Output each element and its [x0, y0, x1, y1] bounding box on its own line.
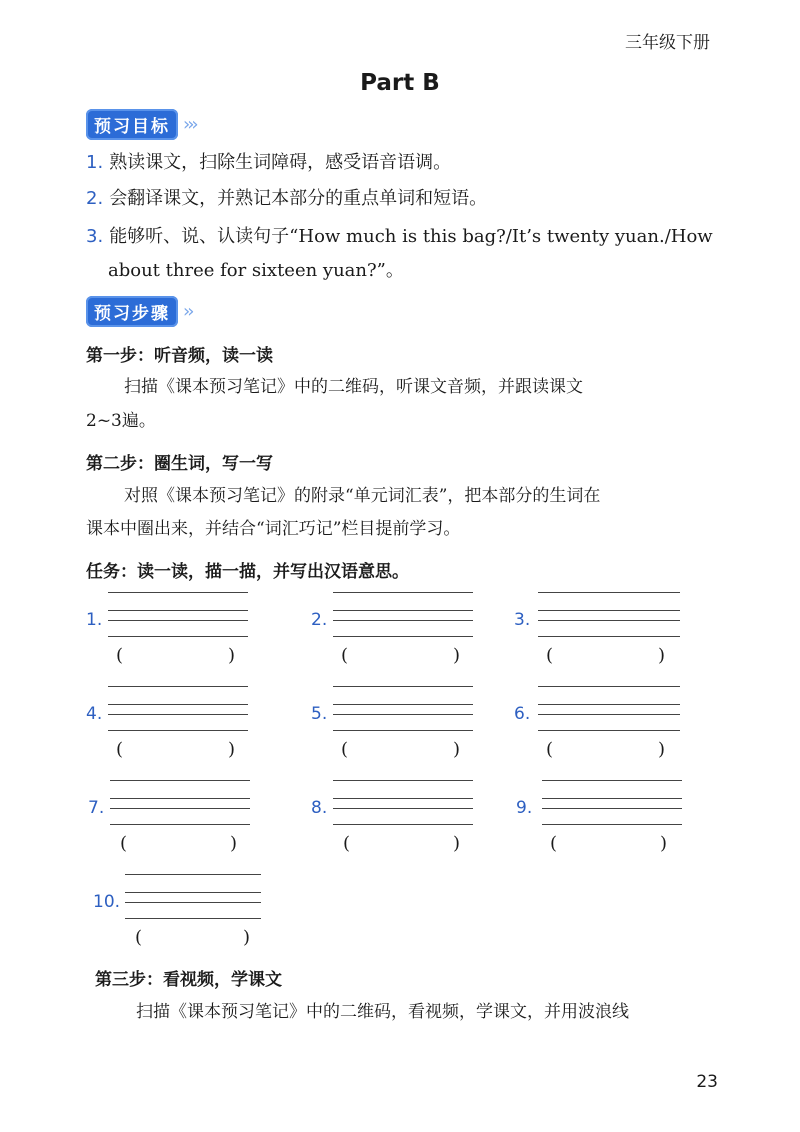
- steps-heading: [86, 296, 191, 327]
- writing-line: [108, 636, 248, 637]
- writing-line: [333, 730, 473, 731]
- grade-label: 三年级下册: [625, 33, 710, 53]
- writing-line: [538, 636, 680, 637]
- goal-text-continued: about three for sixteen yuan?”。: [108, 260, 404, 281]
- goal-number: 3.: [86, 226, 104, 247]
- writing-line: [110, 808, 250, 809]
- answer-paren-open: (: [546, 645, 554, 666]
- vocab-item-10: [93, 872, 283, 962]
- vocab-number: 9.: [516, 798, 533, 818]
- writing-line: [333, 610, 473, 611]
- writing-line: [333, 686, 473, 687]
- goal-number: 1.: [86, 152, 104, 173]
- answer-paren-close: ): [658, 645, 666, 666]
- answer-paren-open: (: [546, 739, 554, 760]
- step3-title: 第三步：看视频，学课文: [95, 970, 282, 990]
- goal-text: 会翻译课文，并熟记本部分的重点单词和短语。: [109, 188, 488, 209]
- writing-line: [538, 730, 680, 731]
- answer-paren-open: (: [343, 833, 351, 854]
- writing-line: [538, 620, 680, 621]
- answer-paren-close: ): [660, 833, 668, 854]
- writing-line: [333, 704, 473, 705]
- writing-line: [108, 592, 248, 593]
- writing-line: [125, 918, 261, 919]
- writing-line: [108, 730, 248, 731]
- writing-line: [542, 808, 682, 809]
- step2-text-line1: 对照《课本预习笔记》的附录“单元词汇表”，把本部分的生词在: [124, 486, 601, 506]
- vocab-number: 6.: [514, 704, 531, 724]
- writing-line: [538, 714, 680, 715]
- writing-line: [125, 902, 261, 903]
- answer-paren-close: ): [453, 739, 461, 760]
- writing-line: [542, 798, 682, 799]
- page-title: Part B: [360, 70, 440, 96]
- vocab-number: 4.: [86, 704, 103, 724]
- answer-paren-close: ): [230, 833, 238, 854]
- writing-line: [108, 704, 248, 705]
- writing-line: [125, 874, 261, 875]
- vocab-number: 2.: [311, 610, 328, 630]
- writing-line: [333, 620, 473, 621]
- writing-line: [110, 824, 250, 825]
- step1-title: 第一步：听音频，读一读: [86, 346, 273, 366]
- answer-paren-close: ): [658, 739, 666, 760]
- goal-text: 熟读课文，扫除生词障碍，感受语音语调。: [109, 152, 452, 173]
- page-number: 23: [696, 1072, 718, 1092]
- vocab-item-4: [86, 684, 276, 774]
- step2-text-line2: 课本中圈出来，并结合“词汇巧记”栏目提前学习。: [86, 519, 461, 539]
- goal-item-2: [86, 187, 487, 211]
- answer-paren-open: (: [116, 645, 124, 666]
- writing-line: [538, 704, 680, 705]
- writing-line: [542, 824, 682, 825]
- goal-number: 2.: [86, 188, 104, 209]
- vocab-number: 1.: [86, 610, 103, 630]
- answer-paren-close: ): [228, 739, 236, 760]
- writing-line: [333, 636, 473, 637]
- step2-title: 第二步：圈生词，写一写: [86, 454, 273, 474]
- writing-line: [538, 610, 680, 611]
- answer-paren-close: ): [228, 645, 236, 666]
- step1-text-line1: 扫描《课本预习笔记》中的二维码，听课文音频，并跟读课文: [124, 377, 583, 397]
- writing-line: [108, 686, 248, 687]
- vocab-item-6: [514, 684, 704, 774]
- writing-line: [538, 592, 680, 593]
- answer-paren-open: (: [135, 927, 143, 948]
- goals-heading: [86, 109, 196, 140]
- vocab-item-8: [311, 778, 501, 868]
- vocab-item-3: [514, 590, 704, 680]
- writing-line: [538, 686, 680, 687]
- vocab-item-5: [311, 684, 501, 774]
- step3-text-line1: 扫描《课本预习笔记》中的二维码，看视频，学课文，并用波浪线: [136, 1002, 629, 1022]
- writing-line: [108, 610, 248, 611]
- answer-paren-close: ): [453, 833, 461, 854]
- vocab-number: 3.: [514, 610, 531, 630]
- steps-label: 预习步骤: [86, 296, 178, 327]
- vocab-number: 7.: [88, 798, 105, 818]
- answer-paren-open: (: [341, 739, 349, 760]
- goals-label: 预习目标: [86, 109, 178, 140]
- vocab-number: 8.: [311, 798, 328, 818]
- writing-line: [333, 824, 473, 825]
- vocab-number: 5.: [311, 704, 328, 724]
- writing-line: [110, 798, 250, 799]
- writing-line: [108, 714, 248, 715]
- answer-paren-open: (: [341, 645, 349, 666]
- writing-line: [333, 714, 473, 715]
- answer-paren-close: ): [243, 927, 251, 948]
- writing-line: [333, 592, 473, 593]
- vocab-item-9: [516, 778, 706, 868]
- vocab-item-1: [86, 590, 276, 680]
- task-instruction: 任务：读一读，描一描，并写出汉语意思。: [86, 562, 409, 582]
- goal-text: 能够听、说、认读句子“How much is this bag?/It’s twenty yuan./How: [109, 226, 713, 247]
- vocab-item-7: [88, 778, 278, 868]
- writing-line: [108, 620, 248, 621]
- answer-paren-open: (: [120, 833, 128, 854]
- writing-line: [110, 780, 250, 781]
- chevron-right-icon: ›››: [183, 114, 196, 135]
- vocab-number: 10.: [93, 892, 121, 912]
- writing-line: [333, 798, 473, 799]
- answer-paren-open: (: [116, 739, 124, 760]
- answer-paren-open: (: [550, 833, 558, 854]
- chevron-right-icon: ››: [183, 301, 192, 322]
- goal-item-3: [86, 225, 713, 283]
- writing-line: [333, 780, 473, 781]
- writing-line: [125, 892, 261, 893]
- vocab-item-2: [311, 590, 501, 680]
- writing-line: [333, 808, 473, 809]
- goal-item-1: [86, 151, 451, 175]
- writing-line: [542, 780, 682, 781]
- answer-paren-close: ): [453, 645, 461, 666]
- step1-text-line2: 2~3遍。: [86, 411, 156, 431]
